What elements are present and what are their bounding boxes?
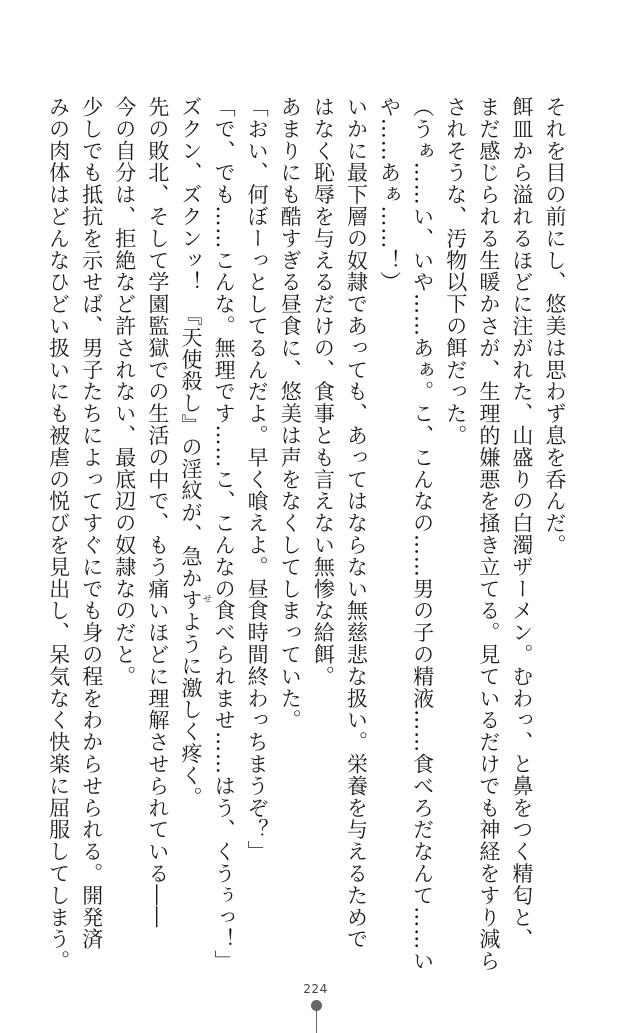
text-line: ズクン、ズクンッ！ 『天使殺し』の淫紋が、急かすように激しく疼く。 xyxy=(178,96,203,809)
page-marker-line xyxy=(316,1011,317,1033)
text-line: 「おい、何ぼーっとしてるんだよ。早く喰えよ。昼食時間終わっちまうぞ？」 xyxy=(245,96,270,863)
text-line: いかに最下層の奴隷であっても、あってはならない無慈悲な扱い。栄養を与えるためで xyxy=(344,96,369,951)
text-line: 餌皿から溢れるほどに注がれた、山盛りの白濁ザーメン。むわっ、と鼻をつく精匂と、 xyxy=(509,96,534,951)
text-line: まだ感じられる生暖かさが、生理的嫌悪を掻き立てる。見ているだけでも神経をすり減ら xyxy=(476,96,501,972)
text-line: （うぁ……い、いや……あぁ。こ、こんなの……男の子の精液……食べろだなんて……い xyxy=(410,96,435,972)
ruby-annotation: せ xyxy=(203,595,213,605)
text-line: 今の自分は、拒絶など許されない、最底辺の奴隷なのだと。 xyxy=(112,96,137,688)
text-line: あまりにも酷すぎる昼食に、悠美は声をなくしてしまっていた。 xyxy=(278,96,303,732)
text-line: や……あぁ……！） xyxy=(377,96,402,294)
text-line: みの肉体はどんなひどい扱いにも被虐の悦びを見出し、呆気なく快楽に屈服してしまう。 xyxy=(46,96,71,972)
text-line: 少しでも抵抗を示せば、男子たちによってすぐにでも身の程をわからせられる。開発済 xyxy=(79,96,104,951)
text-line: されそうな、汚物以下の餌だった。 xyxy=(443,96,468,447)
text-line: それを目の前にし、悠美は思わず息を呑んだ。 xyxy=(543,96,567,556)
text-line: 先の敗北、そして学園監獄での生活の中で、もう痛いほどに理解させられている―― xyxy=(145,96,170,929)
text-line: 「で、でも……こんな。無理です……こ、こんなの食べられませ……はう、くうぅっ！」 xyxy=(212,96,237,972)
page-number: 224 xyxy=(303,982,328,996)
text-line: はなく恥辱を与えるだけの、食事とも言えない無惨な給餌。 xyxy=(311,96,336,688)
body-text xyxy=(42,96,572,972)
page-marker-dot xyxy=(311,1000,322,1011)
